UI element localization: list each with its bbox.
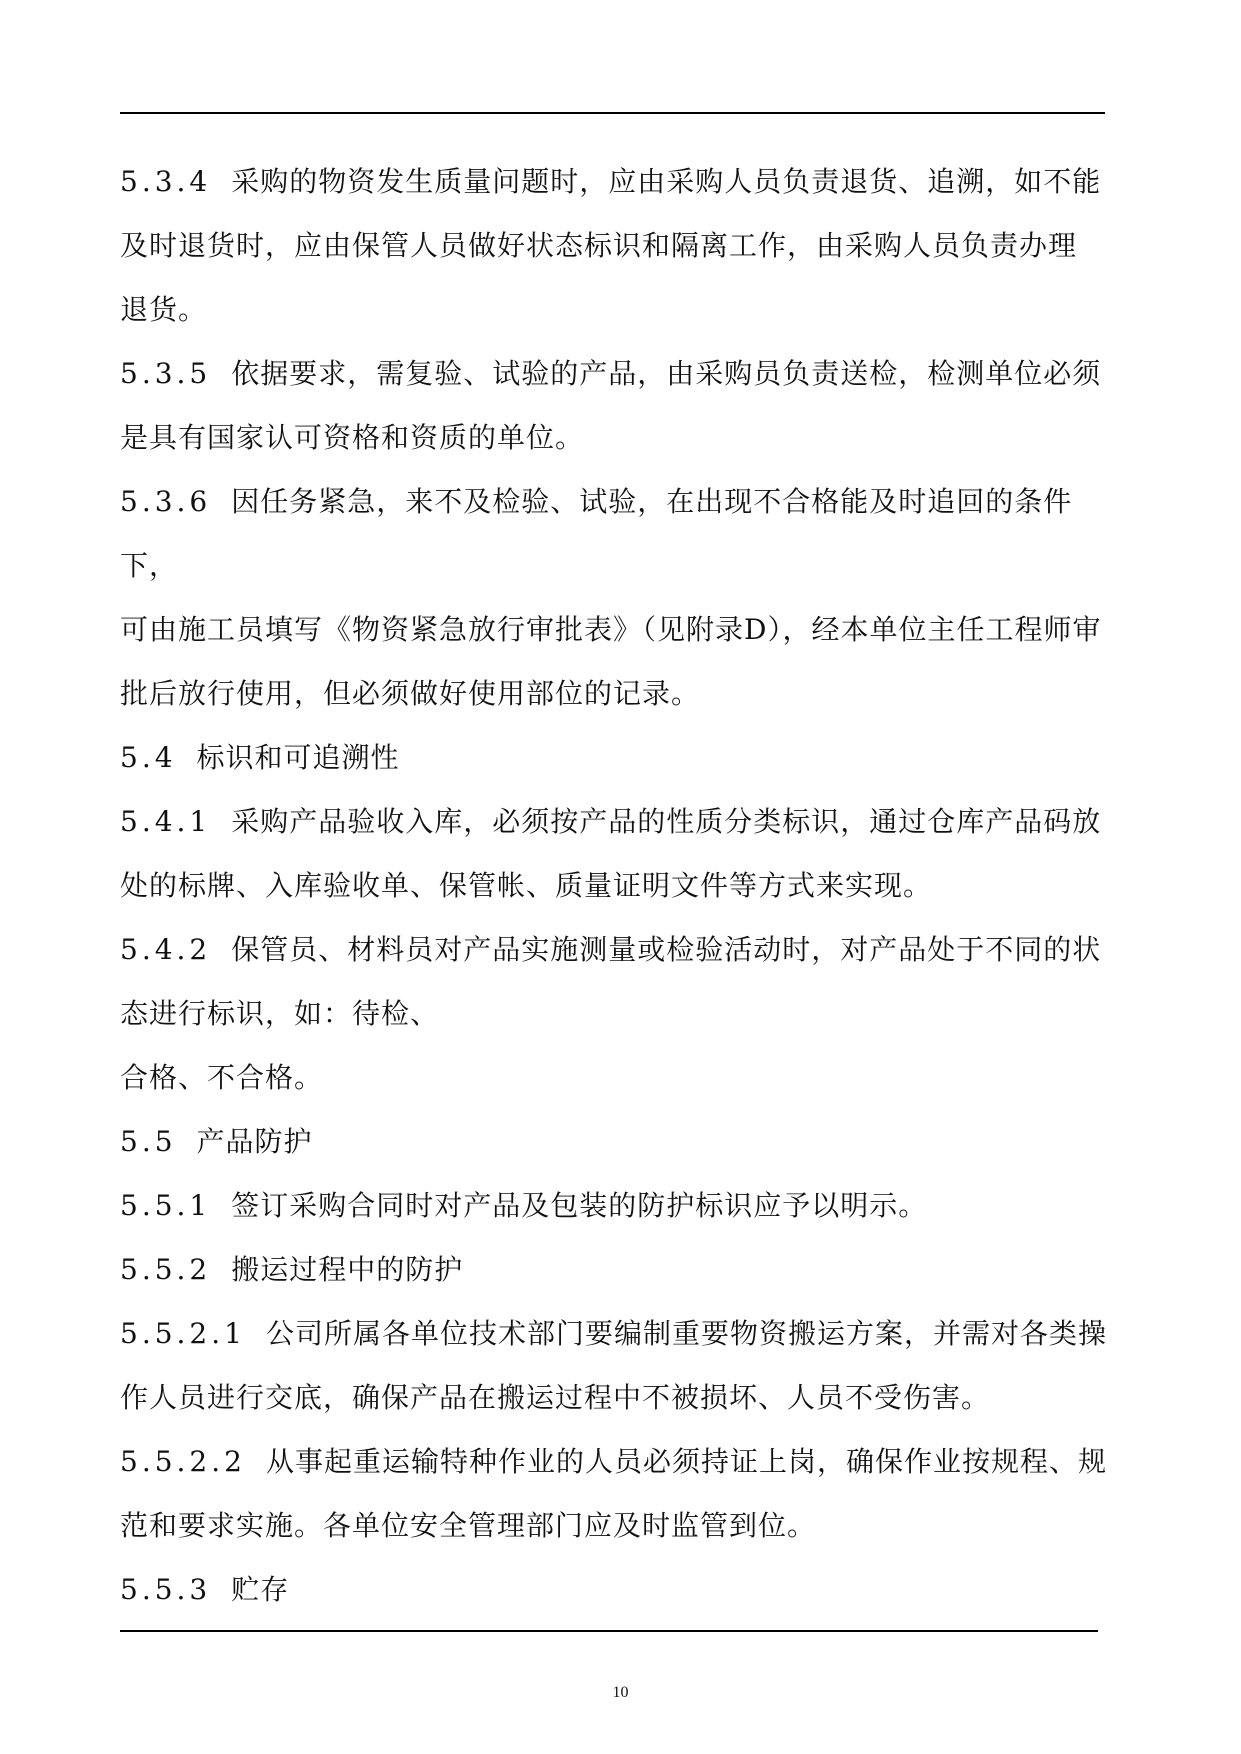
paragraph-line — [120, 406, 1120, 470]
paragraph-text: 从事起重运输特种作业的人员必须持证上岗，确保作业按规程、规 — [265, 1445, 1107, 1478]
section-number: 5.5.1 — [120, 1189, 212, 1222]
paragraph-text: 采购的物资发生质量问题时，应由采购人员负责退货、追溯，如不能 — [231, 165, 1102, 198]
paragraph-line — [120, 1494, 1120, 1558]
paragraph-text: 标识和可追溯性 — [196, 741, 400, 774]
paragraph-text: 签订采购合同时对产品及包装的防护标识应予以明示。 — [231, 1189, 928, 1222]
paragraph-text: 搬运过程中的防护 — [231, 1253, 464, 1286]
paragraph-line — [120, 854, 1120, 918]
paragraph-line — [120, 598, 1120, 662]
section-number: 5.5.2.1 — [120, 1317, 246, 1350]
paragraph-text: 作人员进行交底，确保产品在搬运过程中不被损坏、人员不受伤害。 — [120, 1381, 991, 1414]
page-number: 10 — [612, 1684, 629, 1701]
section-number: 5.4.1 — [120, 805, 212, 838]
section-number: 5.5.2.2 — [120, 1445, 246, 1478]
section-number: 5.3.6 — [120, 485, 212, 518]
section-number: 5.5 — [120, 1125, 177, 1158]
paragraph-line — [120, 1558, 1120, 1622]
paragraph-line — [120, 1238, 1120, 1302]
paragraph-text: 退货。 — [120, 293, 208, 326]
paragraph-text: 态进行标识，如：待检、 — [120, 997, 440, 1030]
paragraph-text: 保管员、材料员对产品实施测量或检验活动时，对产品处于不同的状 — [231, 933, 1102, 966]
paragraph-line — [120, 1366, 1120, 1430]
paragraph-line — [120, 1430, 1120, 1494]
paragraph-line — [120, 214, 1120, 278]
paragraph-text: 是具有国家认可资格和资质的单位。 — [120, 421, 585, 454]
section-number: 5.5.2 — [120, 1253, 212, 1286]
paragraph-text: 范和要求实施。各单位安全管理部门应及时监管到位。 — [120, 1509, 817, 1542]
section-number: 5.3.5 — [120, 357, 212, 390]
paragraph-line — [120, 1302, 1120, 1366]
paragraph-text: 合格、不合格。 — [120, 1061, 324, 1094]
paragraph-text: 采购产品验收入库，必须按产品的性质分类标识，通过仓库产品码放 — [231, 805, 1102, 838]
paragraph-text: 贮存 — [231, 1573, 290, 1606]
section-number: 5.4.2 — [120, 933, 212, 966]
paragraph-text: 依据要求，需复验、试验的产品，由采购员负责送检，检测单位必须 — [231, 357, 1102, 390]
paragraph-line — [120, 1110, 1120, 1174]
section-number: 5.3.4 — [120, 165, 212, 198]
section-number: 5.4 — [120, 741, 177, 774]
paragraph-line — [120, 726, 1120, 790]
paragraph-line — [120, 1174, 1120, 1238]
document-body — [120, 150, 1120, 1622]
paragraph-line — [120, 470, 1120, 598]
paragraph-line — [120, 790, 1120, 854]
paragraph-line — [120, 278, 1120, 342]
paragraph-text: 可由施工员填写《物资紧急放行审批表》（见附录D），经本单位主任工程师审 — [120, 613, 1102, 646]
paragraph-text: 公司所属各单位技术部门要编制重要物资搬运方案，并需对各类操 — [265, 1317, 1107, 1350]
header-rule — [120, 112, 1105, 114]
paragraph-text: 产品防护 — [196, 1125, 313, 1158]
paragraph-line — [120, 662, 1120, 726]
paragraph-text: 及时退货时，应由保管人员做好状态标识和隔离工作，由采购人员负责办理 — [120, 229, 1078, 262]
footer-rule — [120, 1630, 1098, 1632]
paragraph-line — [120, 918, 1120, 982]
paragraph-text: 批后放行使用，但必须做好使用部位的记录。 — [120, 677, 701, 710]
paragraph-text: 因任务紧急，来不及检验、试验，在出现不合格能及时追回的条件下， — [120, 485, 1073, 582]
paragraph-line — [120, 982, 1120, 1046]
paragraph-line — [120, 150, 1120, 214]
section-number: 5.5.3 — [120, 1573, 212, 1606]
paragraph-line — [120, 342, 1120, 406]
paragraph-text: 处的标牌、入库验收单、保管帐、质量证明文件等方式来实现。 — [120, 869, 933, 902]
paragraph-line — [120, 1046, 1120, 1110]
